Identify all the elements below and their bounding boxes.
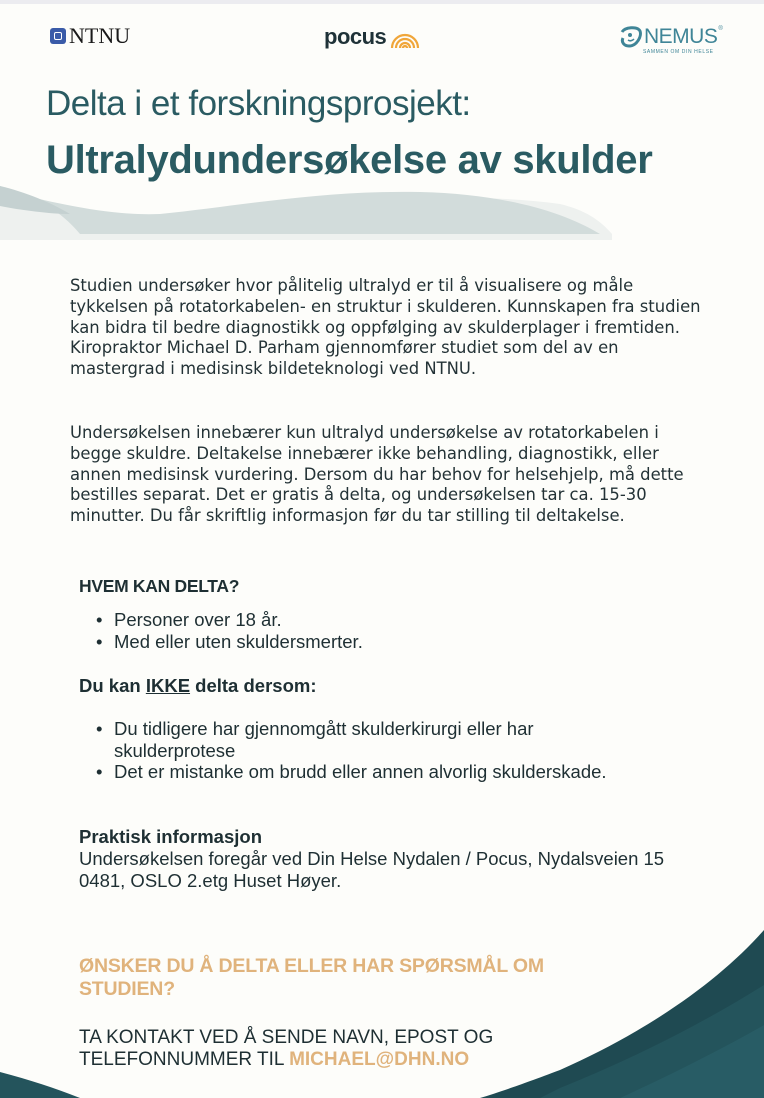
practical-info-text: Undersøkelsen foregår ved Din Helse Nydalen / Pocus, Nydalsveien 15 0481, OSLO 2.etg Huset Høyer. bbox=[79, 848, 665, 891]
contact-instructions: TA KONTAKT VED Å SENDE NAVN, EPOST OG TELEFONNUMMER TIL bbox=[79, 1027, 494, 1070]
ntnu-logo bbox=[50, 23, 131, 48]
list-item: • Personer over 18 år. bbox=[96, 609, 363, 631]
intro-paragraph-2: Undersøkelsen innebærer kun ultralyd undersøkelse av rotatorkabelen i begge skuldre. Deltakelse innebærer ikke behandling, diagnostikk, eller annen medisinsk vurdering. Dersom du har behov for helsehjelp, må dette bestilles separat. Det er gratis å delta, og undersøkelsen tar ca. 15-30 minutter. Du får skriftlig informasjon før du tar stilling til deltakelse. bbox=[70, 423, 684, 526]
header-wave-decoration bbox=[0, 180, 764, 240]
top-border bbox=[0, 0, 764, 4]
nemus-face-icon bbox=[619, 26, 643, 48]
pocus-logo bbox=[324, 26, 420, 48]
page-title-line1: Delta i et forskningsprosjekt: bbox=[46, 84, 471, 123]
exclusion-heading bbox=[79, 675, 316, 697]
contact-text bbox=[79, 1027, 599, 1071]
pocus-rainbow-icon bbox=[390, 32, 420, 48]
ntnu-mark-icon bbox=[50, 28, 66, 44]
nemus-registered-mark: ® bbox=[718, 26, 723, 32]
who-can-participate-heading: HVEM KAN DELTA? bbox=[79, 576, 240, 596]
pocus-logo-text: pocus bbox=[324, 24, 387, 49]
exclusion-heading-emphasis: IKKE bbox=[145, 675, 191, 696]
nemus-logo-text: NEMUS bbox=[644, 25, 718, 48]
list-item: • Du tidligere har gjennomgått skulderkirurgi eller har skulderprotese bbox=[96, 718, 656, 761]
ntnu-logo-text: NTNU bbox=[69, 23, 131, 48]
cta-question: ØNSKER DU Å DELTA ELLER HAR SPØRSMÅL OM STUDIEN? bbox=[79, 955, 544, 1000]
exclusion-heading-post: delta dersom: bbox=[190, 675, 317, 696]
exclusion-list bbox=[96, 718, 656, 783]
practical-info-heading: Praktisk informasjon bbox=[79, 826, 263, 847]
intro-paragraph-1: Studien undersøker hvor pålitelig ultralyd er til å visualisere og måle tykkelsen på rotatorkabelen- en struktur i skulderen. Kunnskapen fra studien kan bidra til bedre diagnostikk og oppfølging av skulderplager i fremtiden. Kiropraktor Michael D. Parham gjennomfører studiet som del av en mastergrad i medisinsk bildeteknologi ved NTNU. bbox=[70, 276, 701, 379]
page-title-line2: Ultralydundersøkelse av skulder bbox=[46, 138, 653, 182]
who-can-participate-list bbox=[96, 609, 363, 652]
nemus-tagline: SAMMEN OM DIN HELSE bbox=[643, 49, 714, 55]
exclusion-heading-pre: Du kan bbox=[79, 675, 146, 696]
list-item: • Med eller uten skuldersmerter. bbox=[96, 631, 363, 653]
contact-email-link[interactable]: MICHAEL@DHN.NO bbox=[289, 1049, 470, 1070]
list-item: • Det er mistanke om brudd eller annen alvorlig skulderskade. bbox=[96, 761, 656, 783]
nemus-logo bbox=[619, 26, 723, 55]
